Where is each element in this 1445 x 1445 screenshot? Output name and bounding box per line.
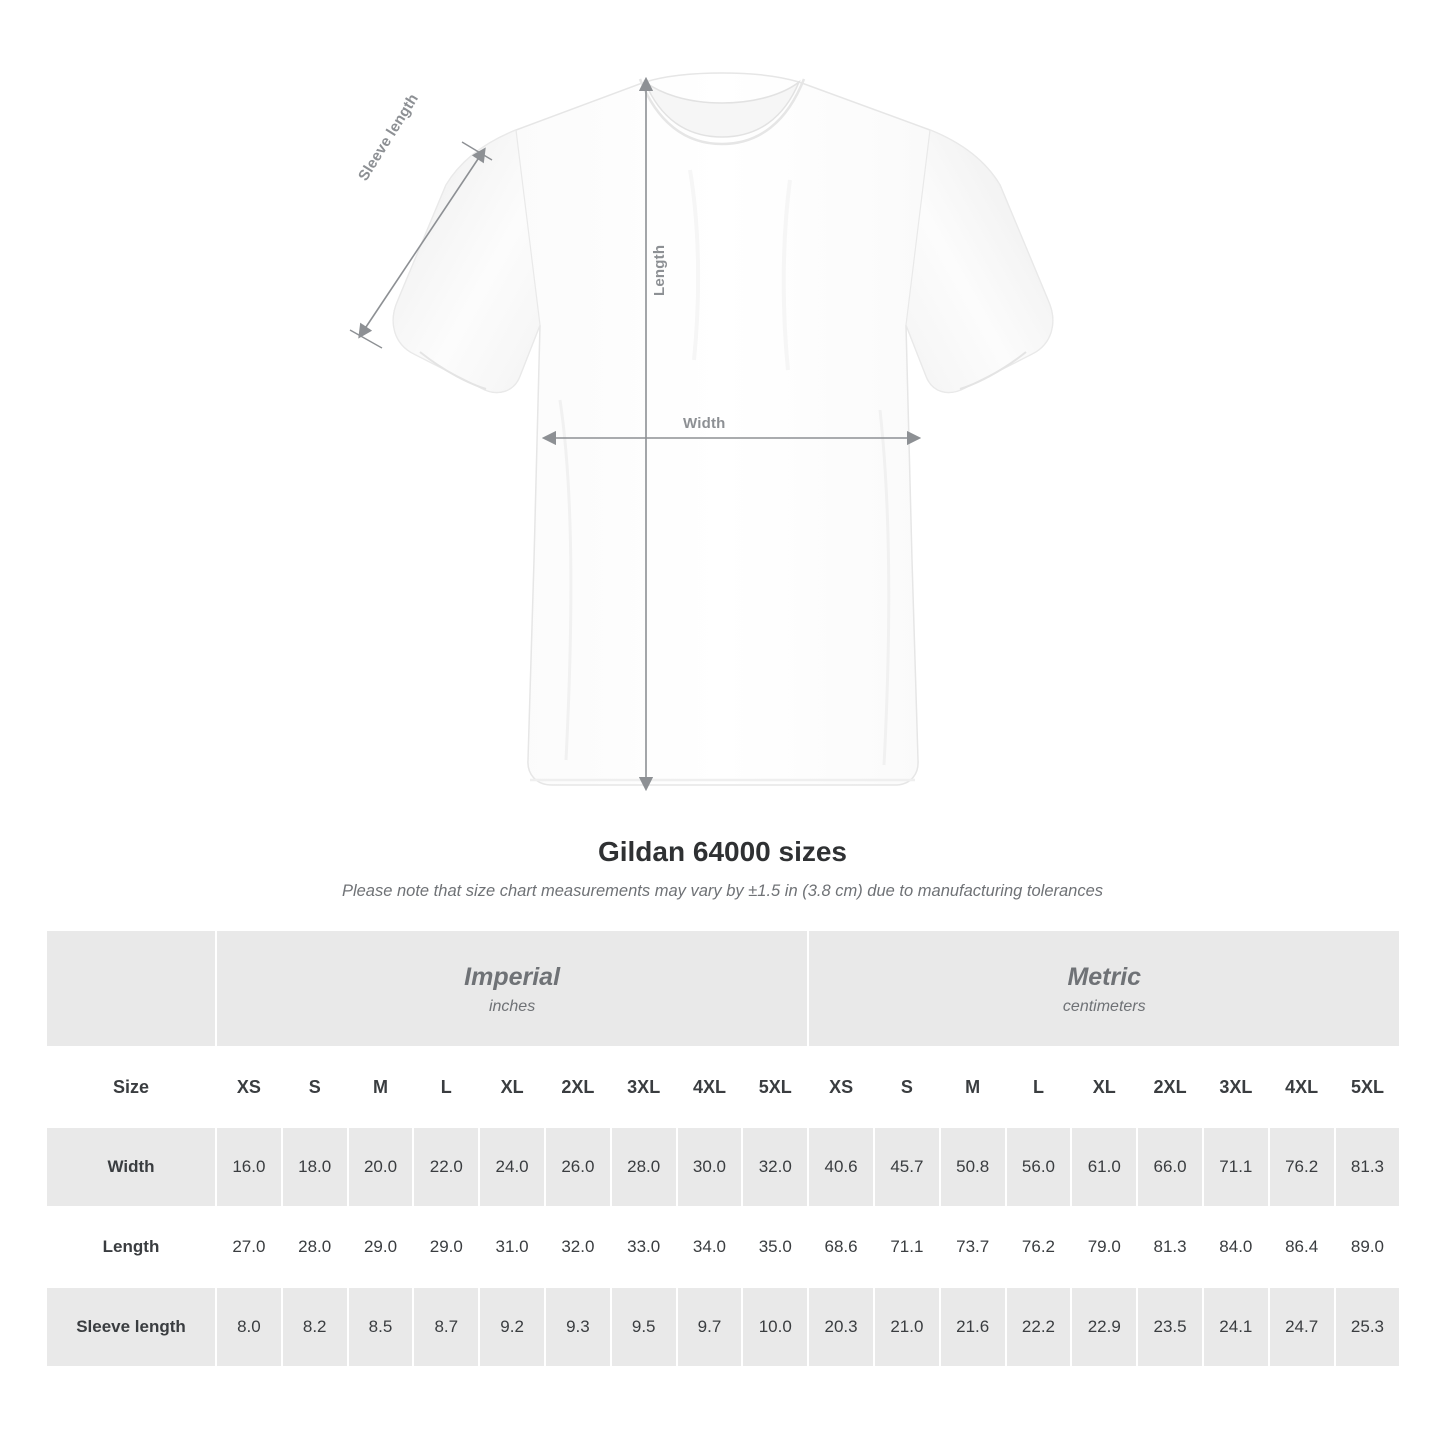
length-label: Length xyxy=(651,244,668,296)
unit-header-spacer xyxy=(46,930,216,1047)
cell-sleeve-9: 20.3 xyxy=(808,1287,874,1367)
cell-length-0: 27.0 xyxy=(216,1207,282,1287)
table-row-sleeve-length xyxy=(46,1287,1400,1367)
cell-sleeve-13: 22.9 xyxy=(1071,1287,1137,1367)
chart-header xyxy=(0,836,1445,901)
cell-width-0: 16.0 xyxy=(216,1127,282,1207)
unit-metric-name: Metric xyxy=(1067,962,1142,991)
cell-sleeve-8: 10.0 xyxy=(742,1287,808,1367)
size-chart-table-wrapper xyxy=(45,929,1400,1368)
cell-width-13: 61.0 xyxy=(1071,1127,1137,1207)
cell-sleeve-5: 9.3 xyxy=(545,1287,611,1367)
cell-length-4: 31.0 xyxy=(479,1207,545,1287)
cell-sleeve-7: 9.7 xyxy=(677,1287,743,1367)
row-header-sleeve-length: Sleeve length xyxy=(46,1287,216,1367)
row-header-width: Width xyxy=(46,1127,216,1207)
size-col-3xl-metric: 3XL xyxy=(1203,1047,1269,1127)
size-col-m-imperial: M xyxy=(348,1047,414,1127)
row-header-length: Length xyxy=(46,1207,216,1287)
cell-sleeve-10: 21.0 xyxy=(874,1287,940,1367)
size-chart-table xyxy=(45,929,1401,1368)
cell-sleeve-15: 24.1 xyxy=(1203,1287,1269,1367)
cell-length-3: 29.0 xyxy=(413,1207,479,1287)
cell-length-7: 34.0 xyxy=(677,1207,743,1287)
size-col-m-metric: M xyxy=(940,1047,1006,1127)
table-row-width xyxy=(46,1127,1400,1207)
cell-length-11: 73.7 xyxy=(940,1207,1006,1287)
size-col-4xl-metric: 4XL xyxy=(1269,1047,1335,1127)
cell-length-13: 79.0 xyxy=(1071,1207,1137,1287)
unit-imperial-name: Imperial xyxy=(464,962,561,991)
cell-length-2: 29.0 xyxy=(348,1207,414,1287)
unit-metric xyxy=(808,930,1400,1047)
column-header-size: Size xyxy=(46,1047,216,1127)
unit-imperial-sub: inches xyxy=(488,997,536,1015)
size-col-2xl-metric: 2XL xyxy=(1137,1047,1203,1127)
table-header-row xyxy=(46,1047,1400,1127)
unit-imperial xyxy=(216,930,808,1047)
cell-width-12: 56.0 xyxy=(1006,1127,1072,1207)
cell-sleeve-14: 23.5 xyxy=(1137,1287,1203,1367)
size-col-5xl-imperial: 5XL xyxy=(742,1047,808,1127)
cell-sleeve-16: 24.7 xyxy=(1269,1287,1335,1367)
cell-width-16: 76.2 xyxy=(1269,1127,1335,1207)
cell-width-3: 22.0 xyxy=(413,1127,479,1207)
cell-width-9: 40.6 xyxy=(808,1127,874,1207)
width-label: Width xyxy=(683,415,726,432)
size-col-xl-metric: XL xyxy=(1071,1047,1137,1127)
size-col-3xl-imperial: 3XL xyxy=(611,1047,677,1127)
cell-length-12: 76.2 xyxy=(1006,1207,1072,1287)
cell-sleeve-12: 22.2 xyxy=(1006,1287,1072,1367)
unit-metric-sub: centimeters xyxy=(1062,997,1146,1015)
cell-sleeve-6: 9.5 xyxy=(611,1287,677,1367)
cell-width-5: 26.0 xyxy=(545,1127,611,1207)
cell-length-15: 84.0 xyxy=(1203,1207,1269,1287)
size-col-xs-imperial: XS xyxy=(216,1047,282,1127)
cell-sleeve-0: 8.0 xyxy=(216,1287,282,1367)
cell-width-6: 28.0 xyxy=(611,1127,677,1207)
cell-length-5: 32.0 xyxy=(545,1207,611,1287)
size-col-2xl-imperial: 2XL xyxy=(545,1047,611,1127)
cell-width-7: 30.0 xyxy=(677,1127,743,1207)
cell-length-14: 81.3 xyxy=(1137,1207,1203,1287)
cell-width-4: 24.0 xyxy=(479,1127,545,1207)
page-title: Gildan 64000 sizes xyxy=(597,836,848,867)
cell-length-6: 33.0 xyxy=(611,1207,677,1287)
cell-length-1: 28.0 xyxy=(282,1207,348,1287)
size-col-xs-metric: XS xyxy=(808,1047,874,1127)
size-col-s-imperial: S xyxy=(282,1047,348,1127)
cell-width-15: 71.1 xyxy=(1203,1127,1269,1207)
cell-sleeve-4: 9.2 xyxy=(479,1287,545,1367)
cell-width-17: 81.3 xyxy=(1335,1127,1401,1207)
cell-length-10: 71.1 xyxy=(874,1207,940,1287)
tolerance-note: Please note that size chart measurements may vary by ±1.5 in (3.8 cm) due to manufacturing tolerances xyxy=(341,882,1104,900)
sleeve-length-label: Sleeve length xyxy=(355,90,423,185)
cell-length-8: 35.0 xyxy=(742,1207,808,1287)
cell-sleeve-1: 8.2 xyxy=(282,1287,348,1367)
cell-sleeve-2: 8.5 xyxy=(348,1287,414,1367)
size-col-4xl-imperial: 4XL xyxy=(677,1047,743,1127)
size-col-l-metric: L xyxy=(1006,1047,1072,1127)
size-col-s-metric: S xyxy=(874,1047,940,1127)
table-row-length xyxy=(46,1207,1400,1287)
size-col-l-imperial: L xyxy=(413,1047,479,1127)
cell-sleeve-17: 25.3 xyxy=(1335,1287,1401,1367)
cell-length-9: 68.6 xyxy=(808,1207,874,1287)
cell-length-17: 89.0 xyxy=(1335,1207,1401,1287)
cell-sleeve-11: 21.6 xyxy=(940,1287,1006,1367)
cell-width-11: 50.8 xyxy=(940,1127,1006,1207)
cell-width-8: 32.0 xyxy=(742,1127,808,1207)
cell-width-10: 45.7 xyxy=(874,1127,940,1207)
cell-length-16: 86.4 xyxy=(1269,1207,1335,1287)
size-col-xl-imperial: XL xyxy=(479,1047,545,1127)
size-col-5xl-metric: 5XL xyxy=(1335,1047,1401,1127)
unit-header-row xyxy=(46,930,1400,1047)
cell-width-2: 20.0 xyxy=(348,1127,414,1207)
cell-width-1: 18.0 xyxy=(282,1127,348,1207)
cell-sleeve-3: 8.7 xyxy=(413,1287,479,1367)
cell-width-14: 66.0 xyxy=(1137,1127,1203,1207)
